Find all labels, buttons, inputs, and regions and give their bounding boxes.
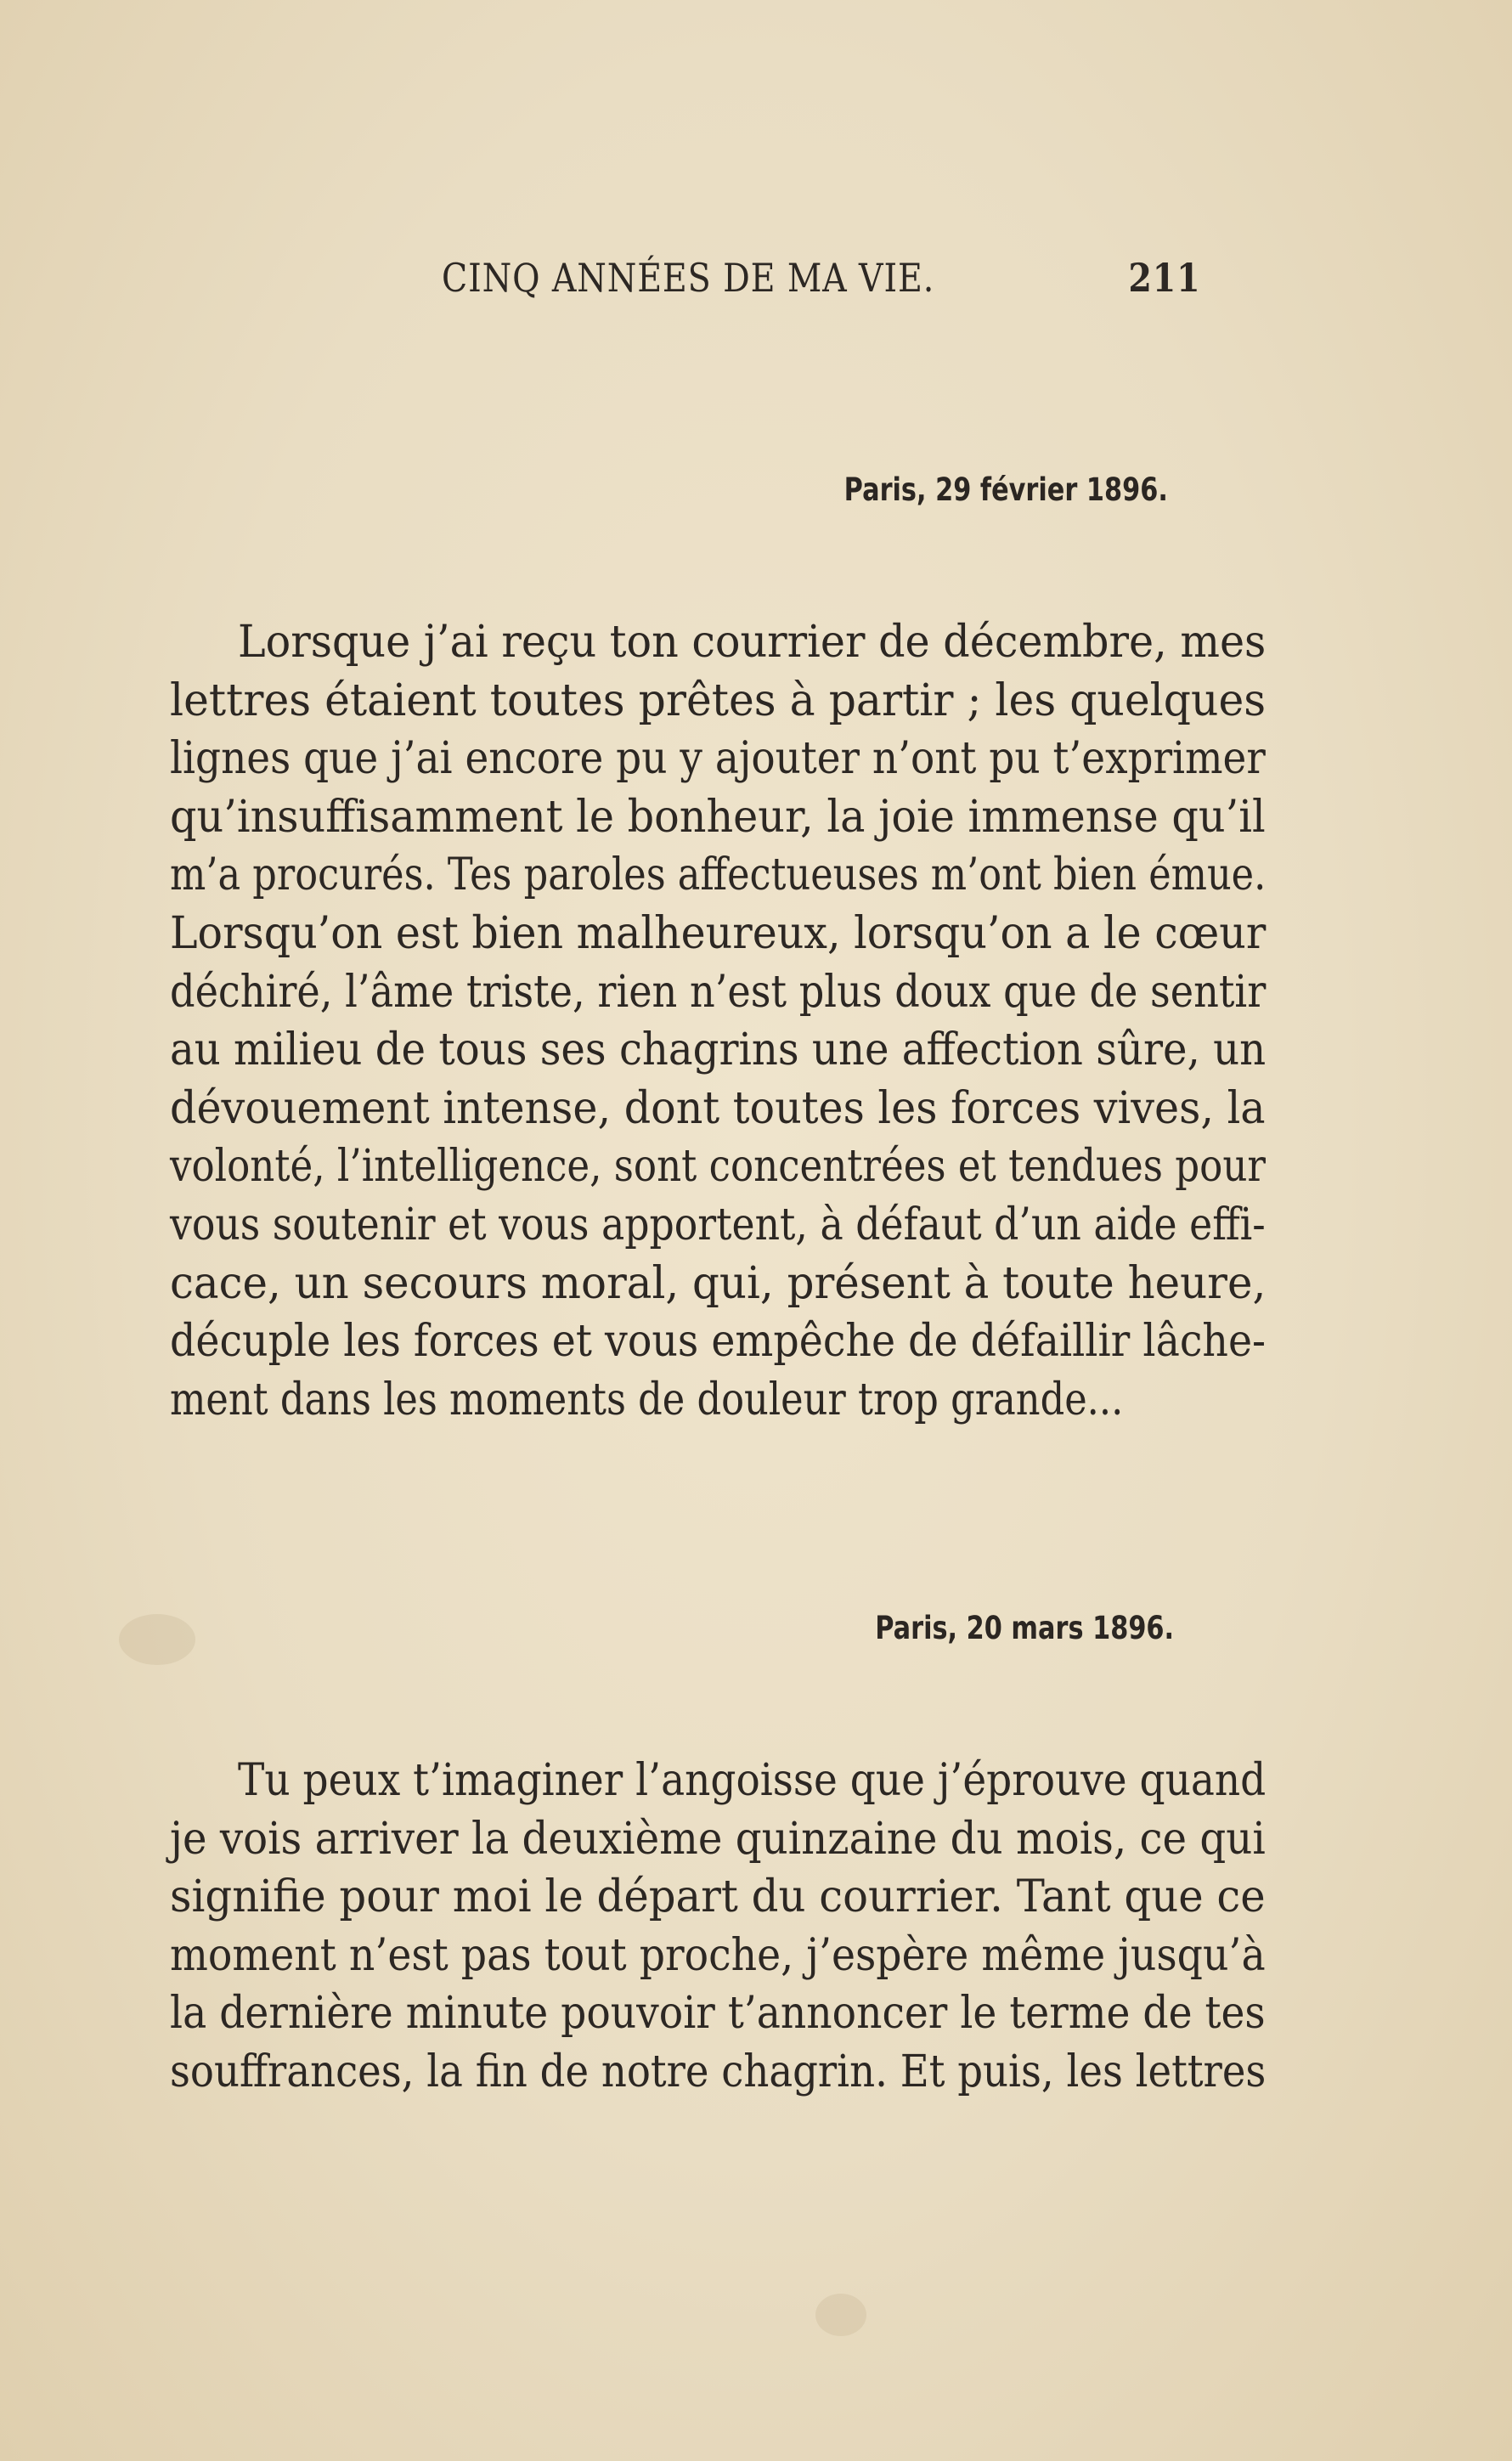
text-line: décuple les forces et vous empêche de défaillir lâche- [170, 1316, 1267, 1368]
text-line: volonté, l’intelligence, sont concentrées et tendues pour [170, 1141, 1266, 1193]
text-line: lignes que j’ai encore pu y ajouter n’ont pu t’exprimer [170, 733, 1266, 785]
text-line: lettres étaient toutes prêtes à partir ; les quelques [170, 675, 1267, 726]
text-line: au milieu de tous ses chagrins une affection sûre, un [170, 1024, 1267, 1076]
running-title: CINQ ANNÉES DE MA VIE. [442, 255, 935, 301]
text-line: Lorsqu’on est bien malheureux, lorsqu’on a le cœur [170, 907, 1267, 959]
paper-stain [815, 2294, 866, 2336]
text-line: souffrances, la fin de notre chagrin. Et puis, les lettres [170, 2046, 1267, 2097]
letter-body [170, 613, 1266, 1429]
paper-stain [119, 1614, 195, 1665]
letter-dateline: Paris, 20 mars 1896. [875, 1610, 1174, 1646]
page-header [442, 255, 1201, 306]
text-line: Lorsque j’ai reçu ton courrier de décembre, mes [238, 617, 1267, 668]
text-line: Tu peux t’imaginer l’angoisse que j’éprouve quand [238, 1755, 1267, 1806]
page-number: 211 [1128, 255, 1201, 301]
letter-body [170, 1752, 1266, 2102]
text-line: la dernière minute pouvoir t’annoncer le terme de tes [170, 1988, 1266, 2040]
text-line: je vois arriver la deuxième quinzaine du mois, ce qui [170, 1813, 1266, 1865]
text-line: moment n’est pas tout proche, j’espère même jusqu’à [170, 1929, 1266, 1981]
text-line: signifie pour moi le départ du courrier. Tant que ce [170, 1871, 1266, 1923]
letter-dateline: Paris, 29 février 1896. [843, 471, 1168, 508]
text-line: dévouement intense, dont toutes les forces vives, la [170, 1082, 1266, 1134]
text-line: déchiré, l’âme triste, rien n’est plus doux que de sentir [170, 966, 1267, 1018]
text-line: m’a procurés. Tes paroles affectueuses m’ont bien émue. [170, 849, 1267, 901]
text-line: cace, un secours moral, qui, présent à toute heure, [170, 1257, 1267, 1309]
text-line: ment dans les moments de douleur trop grande... [170, 1374, 1124, 1425]
text-line: qu’insuffisamment le bonheur, la joie immense qu’il [170, 791, 1266, 843]
text-line: vous soutenir et vous apportent, à défaut d’un aide effi- [170, 1199, 1266, 1250]
